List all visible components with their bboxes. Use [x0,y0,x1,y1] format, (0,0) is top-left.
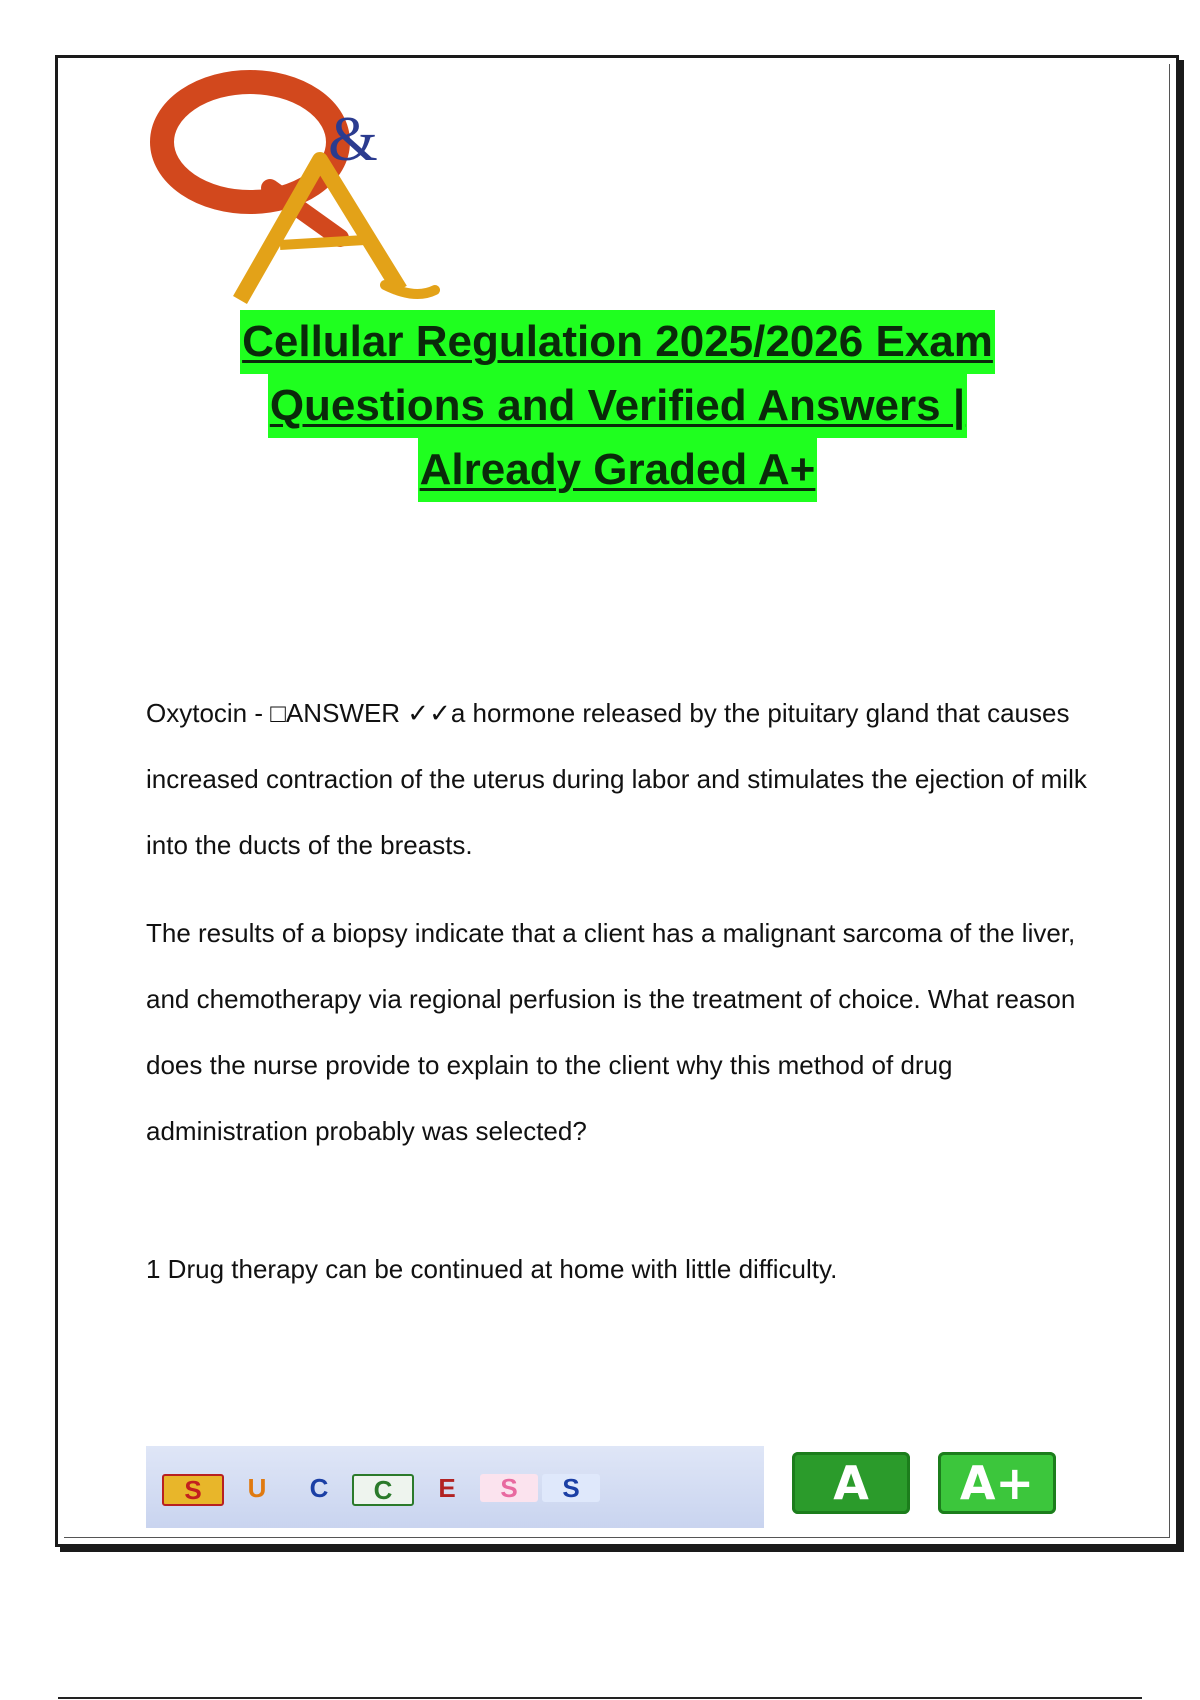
success-letter: C [352,1474,414,1506]
question-biopsy: The results of a biopsy indicate that a client has a malignant sarcoma of the liver, and chemotherapy via regional perfusion is the treatment of choice. What reason does the nurse provide to explain to the client why this method of drug administration probably was selected? [146,918,1076,1146]
success-letter: S [542,1474,600,1502]
success-banner [146,1446,764,1528]
answer-oxytocin: Oxytocin - □ANSWER ✓✓a hormone released by the pituitary gland that causes increased contraction of the uterus during labor and stimulates the ejection of milk into the ducts of the breasts. [146,698,1087,860]
qa-logo [150,70,450,310]
success-letters [162,1474,600,1506]
success-letter: S [480,1474,538,1502]
success-letter: U [247,1473,267,1503]
success-letter: S [162,1474,224,1506]
footer-rule [58,1697,1142,1699]
document-title [100,310,1135,502]
title-line-3: Already Graded A+ [418,438,818,502]
title-line-2: Questions and Verified Answers | [268,374,967,438]
grade-a-plus-badge: A+ [938,1452,1056,1514]
success-letter: C [309,1473,329,1503]
grade-a-badge: A [792,1452,910,1514]
logo-ampersand: & [328,103,378,174]
answer-option-1: 1 Drug therapy can be continued at home with little difficulty. [146,1254,838,1284]
success-letter: E [438,1473,456,1503]
title-line-1: Cellular Regulation 2025/2026 Exam [240,310,995,374]
